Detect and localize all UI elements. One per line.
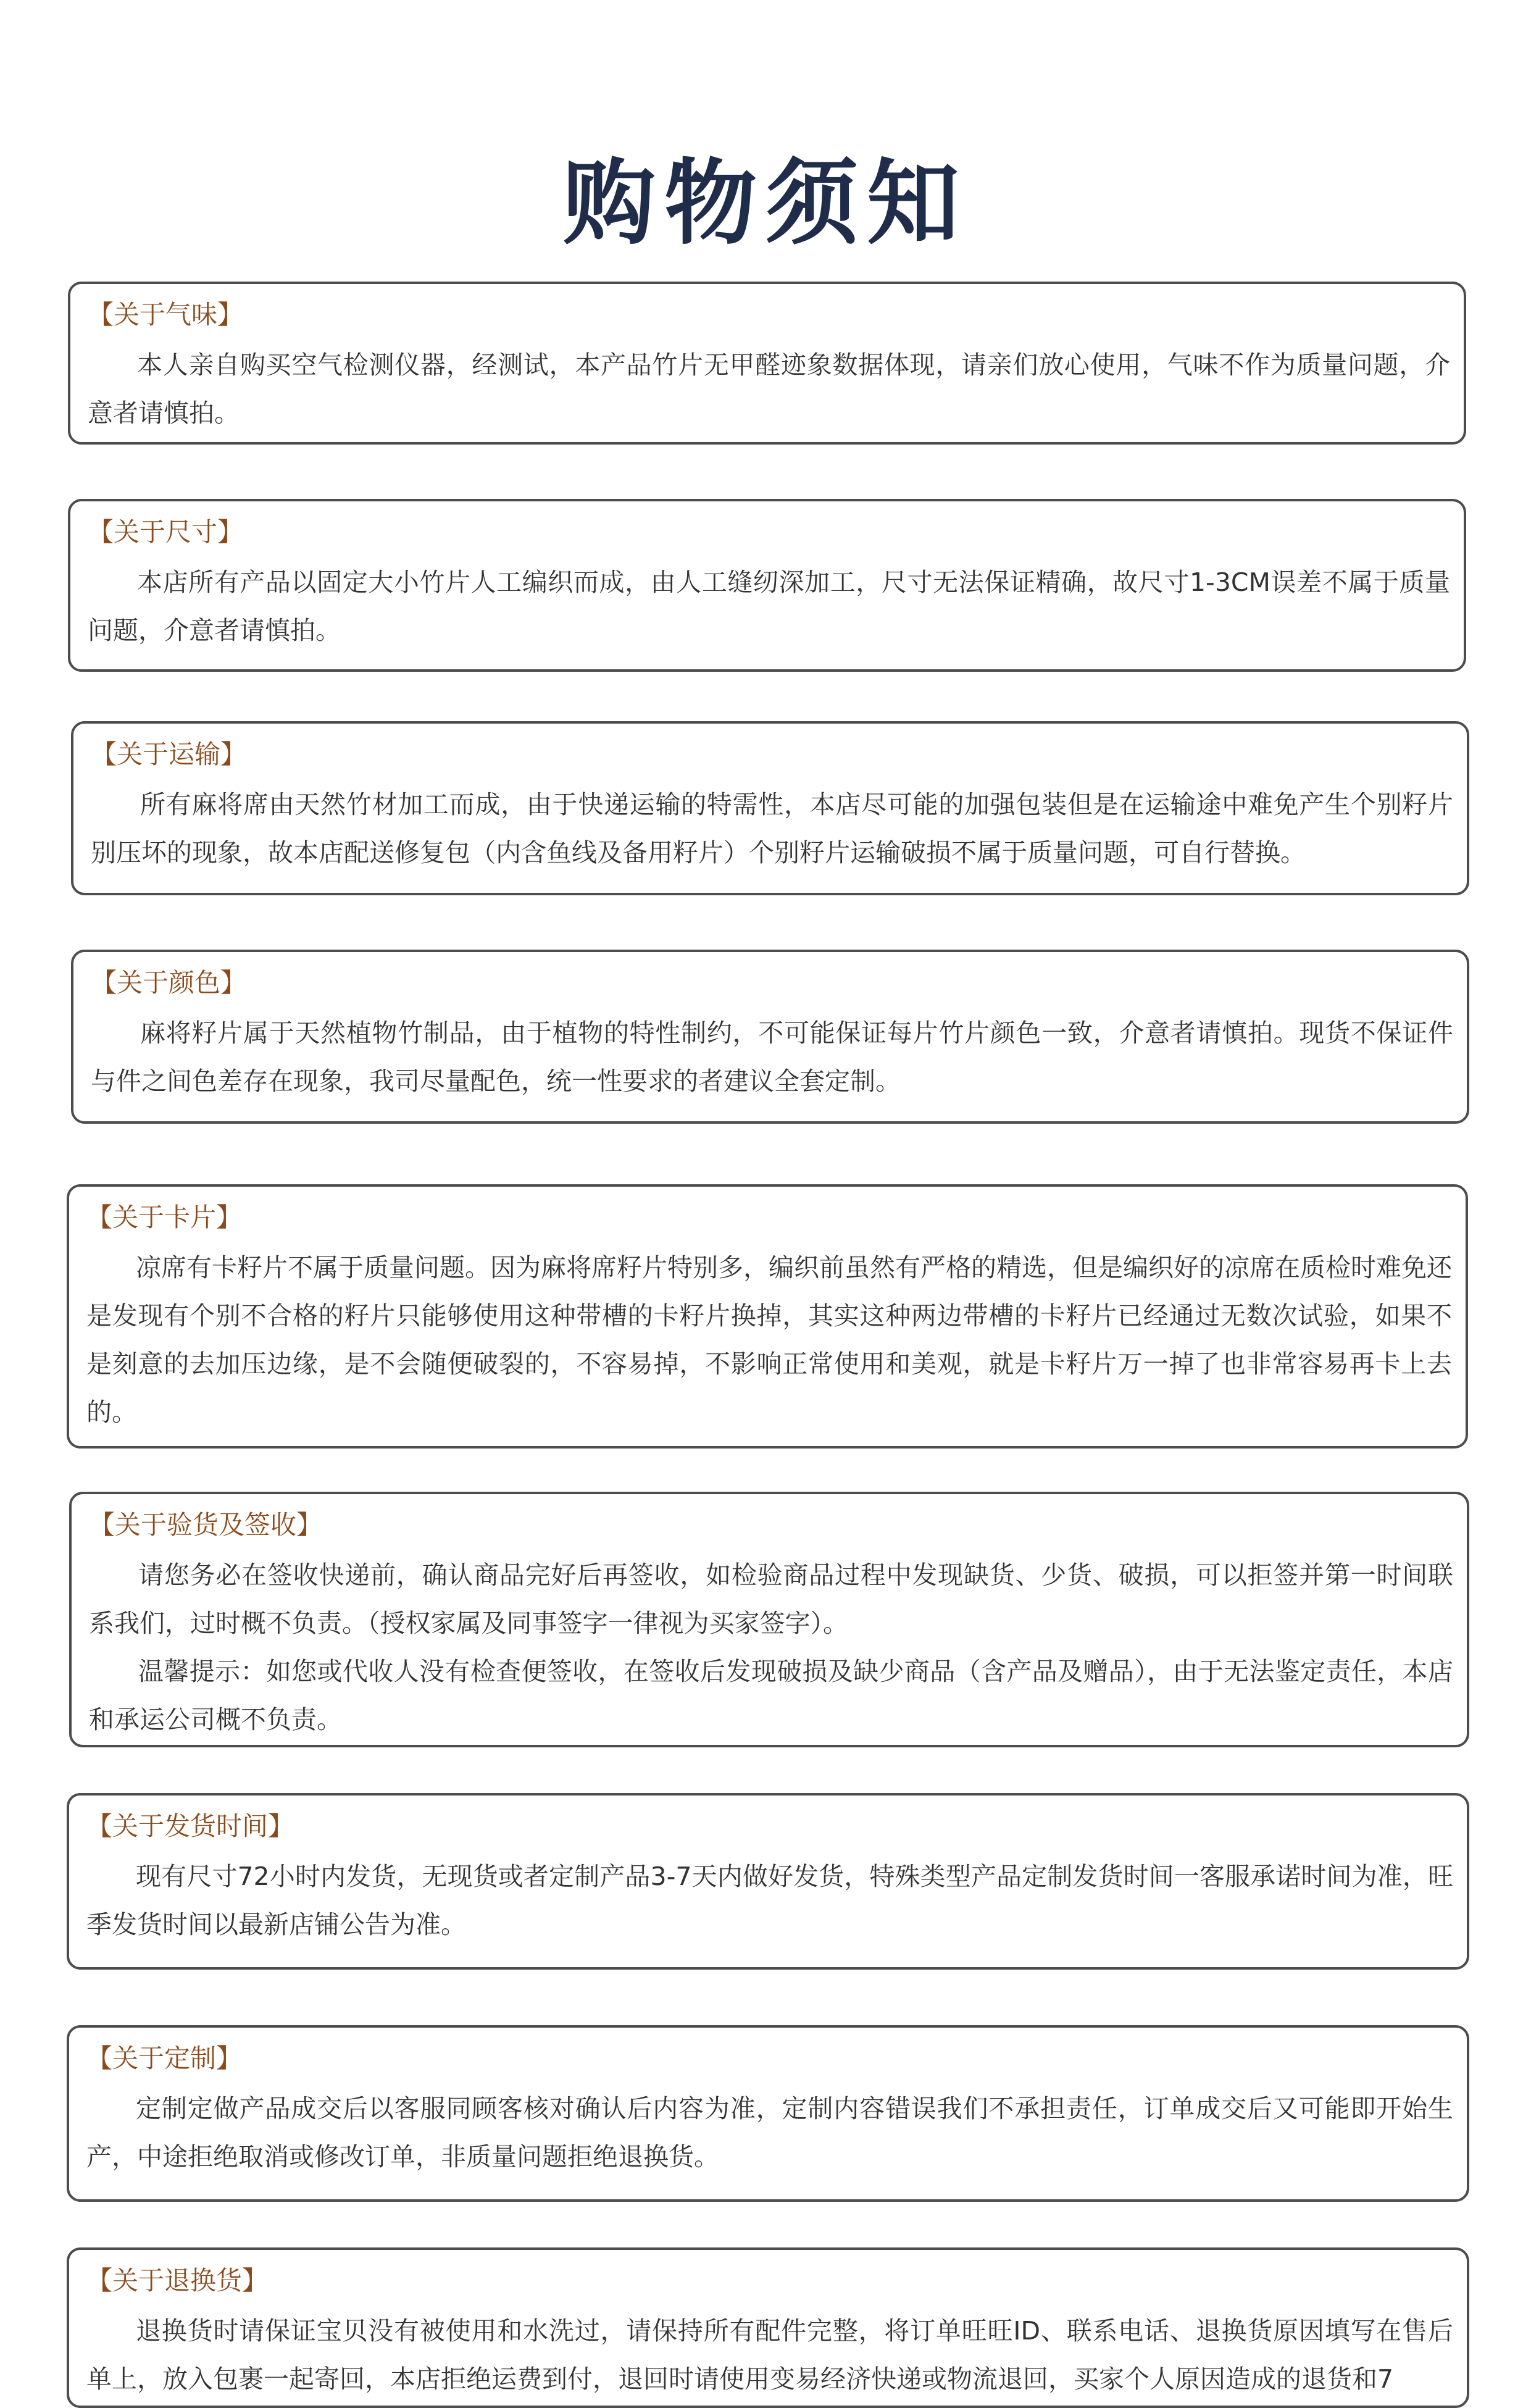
section-heading: 【关于颜色】 [91,968,247,998]
notice-delivery-time [67,1793,1469,1970]
section-paragraph: 本店所有产品以固定大小竹片人工编织而成，由人工缝纫深加工，尺寸无法保证精确，故尺寸1-3CM误差不属于质量问题，介意者请慎拍。 [88,567,1450,645]
section-heading: 【关于卡片】 [86,1202,243,1232]
notice-card-pieces [67,1184,1468,1449]
section-heading: 【关于验货及签收】 [89,1510,323,1540]
notice-inspection [69,1492,1469,1747]
notice-returns [67,2247,1469,2408]
page-title: 购物须知 [562,150,968,257]
notice-shipping [71,721,1469,895]
notice-color [71,950,1469,1124]
section-paragraph: 温馨提示：如您或代收人没有检查便签收，在签收后发现破损及缺少商品（含产品及赠品），由于无法鉴定责任，本店和承运公司概不负责。 [89,1657,1453,1734]
section-paragraph: 定制定做产品成交后以客服同顾客核对确认后内容为准，定制内容错误我们不承担责任，订单成交后又可能即开始生产，中途拒绝取消或修改订单，非质量问题拒绝退换货。 [86,2094,1453,2172]
section-paragraph: 请您务必在签收快递前，确认商品完好后再签收，如检验商品过程中发现缺货、少货、破损，可以拒签并第一时间联系我们，过时概不负责。（授权家属及同事签字一律视为买家签字）。 [89,1560,1453,1638]
section-paragraph: 退换货时请保证宝贝没有被使用和水洗过，请保持所有配件完整，将订单旺旺ID、联系电话、退换货原因填写在售后单上，放入包裹一起寄回，本店拒绝运费到付，退回时请使用变易经济快递或物流退回，买家个人原因造成的退货和7 [86,2316,1453,2394]
section-heading: 【关于气味】 [88,299,244,330]
section-paragraph: 凉席有卡籽片不属于质量问题。因为麻将席籽片特别多，编织前虽然有严格的精选，但是编织好的凉席在质检时难免还是发现有个别不合格的籽片只能够使用这种带槽的卡籽片换掉，其实这种两边带槽的卡籽片已经通过无数次试验，如果不是刻意的去加压边缘，是不会随便破裂的，不容易掉，不影响正常使用和美观，就是卡籽片万一掉了也非常容易再卡上去的。 [86,1253,1452,1427]
notice-smell [68,282,1466,445]
section-heading: 【关于定制】 [86,2043,243,2073]
section-heading: 【关于退换货】 [86,2265,269,2296]
notice-customization [67,2025,1469,2202]
section-heading: 【关于运输】 [91,739,247,769]
section-heading: 【关于尺寸】 [88,517,244,547]
section-heading: 【关于发货时间】 [86,1811,294,1841]
section-paragraph: 本人亲自购买空气检测仪器，经测试，本产品竹片无甲醛迹象数据体现，请亲们放心使用，气味不作为质量问题，介意者请慎拍。 [88,350,1450,428]
section-paragraph: 所有麻将席由天然竹材加工而成，由于快递运输的特需性，本店尽可能的加强包装但是在运输途中难免产生个别籽片别压坏的现象，故本店配送修复包（内含鱼线及备用籽片）个别籽片运输破损不属于质量问题，可自行替换。 [91,790,1453,867]
notice-size [68,499,1466,672]
section-paragraph: 麻将籽片属于天然植物竹制品，由于植物的特性制约，不可能保证每片竹片颜色一致，介意者请慎拍。现货不保证件与件之间色差存在现象，我司尽量配色，统一性要求的者建议全套定制。 [91,1018,1453,1096]
section-paragraph: 现有尺寸72小时内发货，无现货或者定制产品3-7天内做好发货，特殊类型产品定制发货时间一客服承诺时间为准，旺季发货时间以最新店铺公告为准。 [86,1862,1453,1939]
